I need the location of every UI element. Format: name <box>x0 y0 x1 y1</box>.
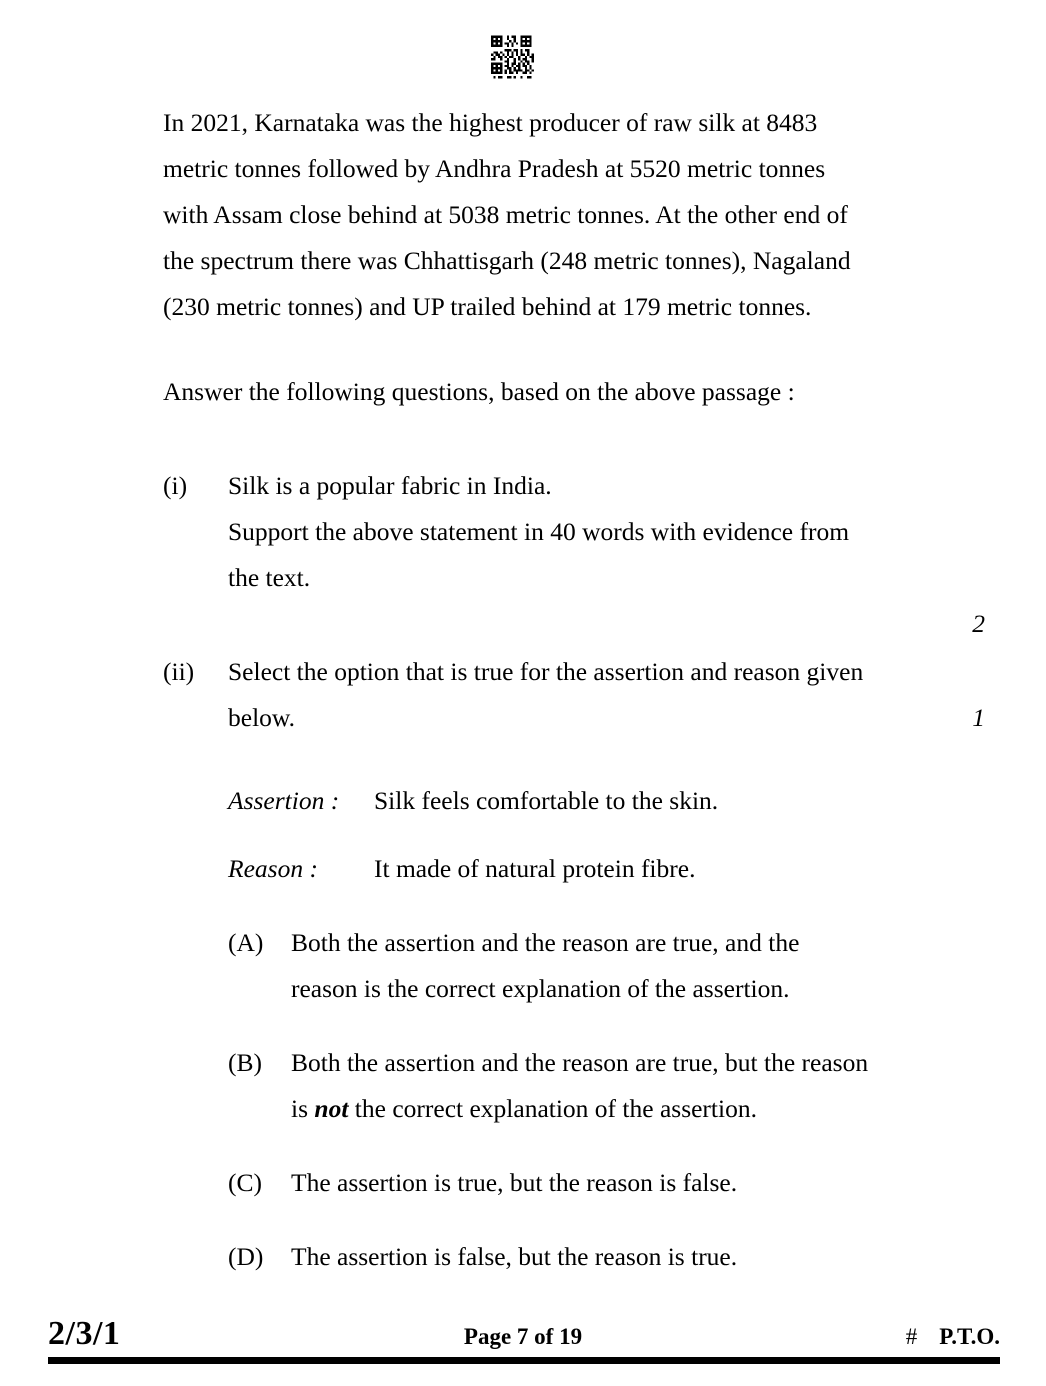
page-content <box>163 100 985 1280</box>
question-item-i <box>163 415 985 638</box>
reason-text: It made of natural protein fibre. <box>374 854 696 883</box>
passage-line: the spectrum there was Chhattisgarh (248 metric tonnes), Nagaland <box>163 246 851 275</box>
option-label: (D) <box>228 1242 264 1271</box>
option-a[interactable] <box>228 892 940 1012</box>
passage-line: with Assam close behind at 5038 metric tonnes. At the other end of <box>163 200 848 229</box>
option-text <box>291 1160 940 1206</box>
option-line-suffix: the correct explanation of the assertion. <box>348 1094 757 1123</box>
option-c[interactable] <box>228 1132 940 1206</box>
question-line: below. <box>228 703 296 732</box>
passage-line: (230 metric tonnes) and UP trailed behind at 179 metric tonnes. <box>163 292 812 321</box>
option-text <box>291 1234 940 1280</box>
option-d[interactable] <box>228 1206 940 1280</box>
hash-symbol: # <box>905 1324 918 1349</box>
qr-code-icon <box>489 33 545 81</box>
option-line: reason is the correct explanation of the assertion. <box>291 974 790 1003</box>
assertion-text: Silk feels comfortable to the skin. <box>374 786 719 815</box>
paper-code: 2/3/1 <box>48 1315 121 1352</box>
page-footer <box>0 1312 1046 1386</box>
passage-line: In 2021, Karnataka was the highest producer of raw silk at 8483 <box>163 108 818 137</box>
question-body <box>228 649 940 741</box>
question-body <box>228 463 940 601</box>
option-emphasis-not: not <box>314 1094 349 1123</box>
option-line: The assertion is true, but the reason is false. <box>291 1168 738 1197</box>
question-line: Select the option that is true for the assertion and reason given <box>228 657 864 686</box>
passage-paragraph <box>163 100 940 330</box>
question-marks: 1 <box>972 703 985 732</box>
option-line: Both the assertion and the reason are true, and the <box>291 928 800 957</box>
page-number: Page 7 of 19 <box>463 1324 583 1349</box>
footer-right-group <box>906 1319 1000 1355</box>
option-label: (C) <box>228 1168 262 1197</box>
option-line: The assertion is false, but the reason is true. <box>291 1242 738 1271</box>
question-number: (ii) <box>163 657 195 686</box>
reason-row <box>228 824 940 892</box>
qr-code-container <box>489 33 545 81</box>
option-text <box>291 1040 940 1132</box>
question-number: (i) <box>163 471 188 500</box>
option-b[interactable] <box>228 1012 940 1132</box>
option-line-prefix: is <box>291 1094 315 1123</box>
question-line: Silk is a popular fabric in India. <box>228 471 552 500</box>
instruction-text: Answer the following questions, based on the above passage : <box>163 377 795 406</box>
assertion-label: Assertion : <box>228 786 340 815</box>
reason-label: Reason : <box>228 854 318 883</box>
question-line: the text. <box>228 563 311 592</box>
passage-line: metric tonnes followed by Andhra Pradesh at 5520 metric tonnes <box>163 154 826 183</box>
option-line <box>291 1086 940 1132</box>
option-label: (A) <box>228 928 264 957</box>
option-line: Both the assertion and the reason are true, but the reason <box>291 1048 869 1077</box>
option-label: (B) <box>228 1048 262 1077</box>
question-line: Support the above statement in 40 words with evidence from <box>228 517 850 546</box>
footer-divider <box>48 1357 1000 1364</box>
pto-label: P.T.O. <box>939 1324 1000 1349</box>
question-marks: 2 <box>972 609 985 638</box>
question-item-ii <box>163 601 985 741</box>
assertion-row <box>228 741 940 824</box>
option-text <box>291 920 940 1012</box>
